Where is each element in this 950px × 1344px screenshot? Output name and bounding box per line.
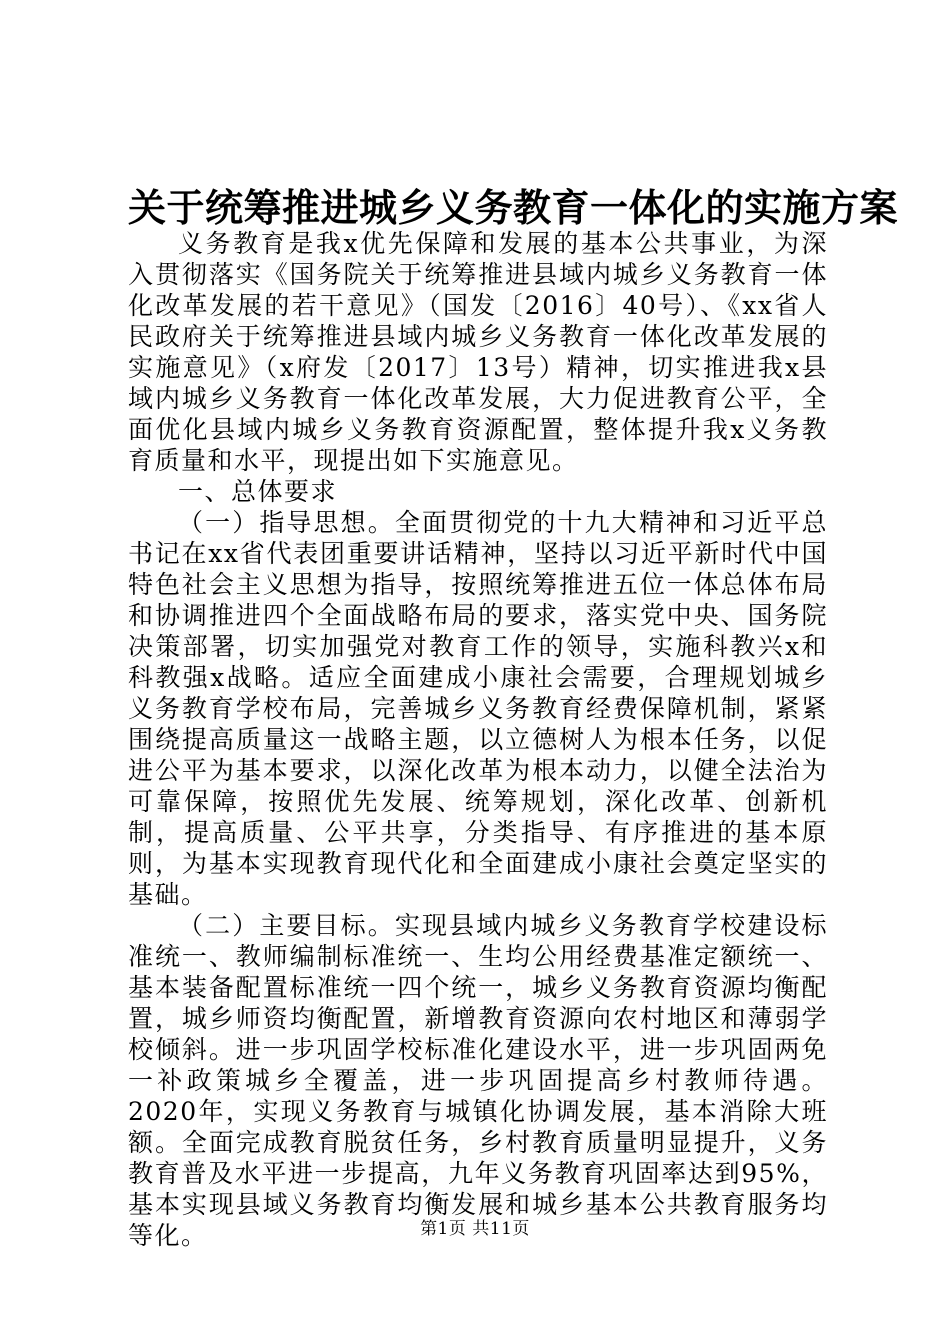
main-objectives-paragraph: （二）主要目标。实现县域内城乡义务教育学校建设标准统一、教师编制标准统一、生均公用经费基准定额统一、基本装备配置标准统一四个统一，城乡义务教育资源均衡配置，城乡师资均衡配置，新增教育资源向农村地区和薄弱学校倾斜。进一步巩固学校标准化建设水平，进一步巩固两免一补政策城乡全覆盖，进一步巩固提高乡村教师待遇。2020年，实现义务教育与城镇化协调发展，基本消除大班额。全面完成教育脱贫任务，乡村教育质量明显提升，义务教育普及水平进一步提高，九年义务教育巩固率达到95%，基本实现县域义务教育均衡发展和城乡基本公共教育服务均等化。 — [128, 911, 828, 1250]
document-body — [128, 228, 828, 1251]
section-heading-general-requirements: 一、总体要求 — [178, 477, 338, 506]
guiding-ideology-paragraph: （一）指导思想。全面贯彻党的十九大精神和习近平总书记在xx省代表团重要讲话精神，坚持以习近平新时代中国特色社会主义思想为指导，按照统筹推进五位一体总体布局和协调推进四个全面战略布局的要求，落实党中央、国务院决策部署，切实加强党对教育工作的领导，实施科教兴x和科教强x战略。适应全面建成小康社会需要，合理规划城乡义务教育学校布局，完善城乡义务教育经费保障机制，紧紧围绕提高质量这一战略主题，以立德树人为根本任务，以促进公平为基本要求，以深化改革为根本动力，以健全法治为可靠保障，按照优先发展、统筹规划，深化改革、创新机制，提高质量、公平共享，分类指导、有序推进的基本原则，为基本实现教育现代化和全面建成小康社会奠定坚实的基础。 — [128, 508, 828, 909]
intro-paragraph: 义务教育是我x优先保障和发展的基本公共事业，为深入贯彻落实《国务院关于统筹推进县域内城乡义务教育一体化改革发展的若干意见》（国发〔2016〕40号）、《xx省人民政府关于统筹推进县域内城乡义务教育一体化改革发展的实施意见》（x府发〔2017〕13号）精神，切实推进我x县域内城乡义务教育一体化改革发展，大力促进教育公平，全面优化县域内城乡义务教育资源配置，整体提升我x义务教育质量和水平，现提出如下实施意见。 — [128, 229, 828, 475]
page-footer: 第1页 共11页 — [420, 1219, 530, 1239]
document-title: 关于统筹推进城乡义务教育一体化的实施方案 — [128, 186, 899, 230]
